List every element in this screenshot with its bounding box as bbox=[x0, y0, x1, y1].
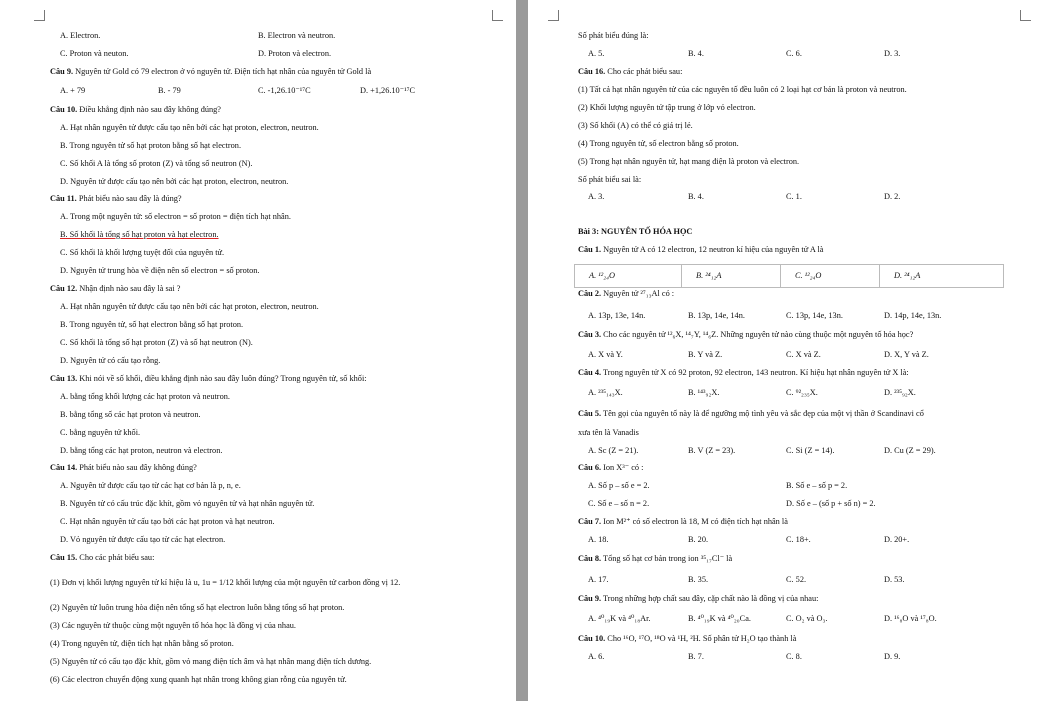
statement-text: B. Số khối là tổng số hạt proton và hạt electron. bbox=[60, 230, 219, 239]
question-number: Câu 16. bbox=[578, 67, 606, 76]
answer-option: D. 3. bbox=[884, 49, 901, 58]
statement-text: C. Số khối là khối lượng tuyệt đối của nguyên tử. bbox=[60, 248, 225, 257]
question-number: Câu 7. bbox=[578, 517, 602, 526]
page-corner-mark bbox=[1020, 10, 1031, 21]
answer-option: A. ²³⁵₁₄₃X. bbox=[588, 388, 623, 397]
question-number: Câu 8. bbox=[578, 554, 602, 563]
text-line bbox=[50, 194, 182, 204]
page-corner-mark bbox=[492, 10, 503, 21]
statement-text: A. Hạt nhân nguyên tử được cấu tạo nên bởi các hạt proton, electron, neutron. bbox=[60, 302, 319, 311]
text-line bbox=[50, 553, 154, 563]
answer-option: D. Cu (Z = 29). bbox=[884, 446, 936, 455]
statement-text: C. bằng nguyên tử khối. bbox=[60, 428, 141, 437]
statement-text: (6) Các electron chuyển động xung quanh hạt nhân trong không gian rỗng của nguyên tử. bbox=[50, 675, 347, 684]
question-number: Câu 15. bbox=[50, 553, 78, 562]
text-line bbox=[578, 85, 907, 95]
answer-option: B. Electron và neutron. bbox=[258, 31, 336, 40]
question-text: Nguyên tử A có 12 electron, 12 neutron kí hiệu của nguyên tử A là bbox=[603, 245, 824, 254]
answer-option: C. 1. bbox=[786, 192, 802, 201]
answer-option: C. 13p, 14e, 13n. bbox=[786, 311, 843, 320]
question-number: Câu 6. bbox=[578, 463, 602, 472]
answer-option: C. ⁹²₂₃₅X. bbox=[786, 388, 818, 397]
text-line bbox=[60, 446, 222, 456]
answer-option: A. X và Y. bbox=[588, 350, 623, 359]
page-corner-mark bbox=[548, 10, 559, 21]
answer-option: C. 6. bbox=[786, 49, 802, 58]
question-number: Bài 3: NGUYÊN TỐ HÓA HỌC bbox=[578, 227, 693, 236]
question-number: Câu 10. bbox=[578, 634, 606, 643]
text-line bbox=[578, 428, 639, 438]
statement-text: B. Nguyên tử có cấu trúc đặc khít, gồm vỏ nguyên tử và hạt nhân nguyên tử. bbox=[60, 499, 315, 508]
option-b-label: B. ²⁴₁₂A bbox=[696, 271, 722, 280]
text-line bbox=[60, 410, 201, 420]
text-line bbox=[50, 675, 347, 685]
text-line bbox=[60, 517, 275, 527]
answer-option: A. 6. bbox=[588, 652, 605, 661]
option-d-label: D. ²⁴₁₂A bbox=[894, 271, 921, 280]
question-number: Câu 13. bbox=[50, 374, 78, 383]
text-line bbox=[50, 657, 371, 667]
answer-option: D. +1,26.10⁻¹⁷C bbox=[360, 86, 416, 95]
statement-text: B. Trong nguyên tử, số hạt electron bằng số hạt proton. bbox=[60, 320, 244, 329]
answer-option: B. Số e – số p = 2. bbox=[786, 481, 848, 490]
statement-text: B. Trong nguyên tử số hạt proton bằng số hạt electron. bbox=[60, 141, 242, 150]
answer-option: B. - 79 bbox=[158, 86, 181, 95]
text-line bbox=[578, 139, 739, 149]
text-line bbox=[50, 374, 367, 384]
answer-option: A. Electron. bbox=[60, 31, 101, 40]
option-cell-b[interactable] bbox=[682, 265, 781, 287]
answer-option: B. 35. bbox=[688, 575, 709, 584]
answer-option: A. Sc (Z = 21). bbox=[588, 446, 639, 455]
question-number: Câu 2. bbox=[578, 289, 602, 298]
question-text: Cho các phát biểu sau: bbox=[79, 553, 155, 562]
text-line bbox=[60, 302, 319, 312]
text-line bbox=[578, 554, 732, 564]
answer-option: B. Y và Z. bbox=[688, 350, 723, 359]
statement-text: A. Trong một nguyên tử: số electron = số proton = điện tích hạt nhân. bbox=[60, 212, 291, 221]
question-text: Ion X³⁻ có : bbox=[603, 463, 644, 472]
statement-text: (5) Nguyên tử có cấu tạo đặc khít, gồm vỏ mang điện tích âm và hạt nhân mang điện tích dương. bbox=[50, 657, 372, 666]
question-text: Phát biểu nào sau đây không đúng? bbox=[79, 463, 197, 472]
text-line bbox=[60, 266, 260, 276]
text-line bbox=[578, 157, 799, 167]
answer-option: D. ¹⁶₈O và ¹⁷₈O. bbox=[884, 614, 937, 623]
question-number: Câu 12. bbox=[50, 284, 78, 293]
answer-option: D. 53. bbox=[884, 575, 905, 584]
question-number: Câu 5. bbox=[578, 409, 602, 418]
text-line bbox=[60, 141, 241, 151]
option-cell-d[interactable] bbox=[880, 265, 1002, 287]
answer-option: A. 18. bbox=[588, 535, 609, 544]
statement-text: (1) Đơn vị khối lượng nguyên tử kí hiệu là u, 1u = 1/12 khối lượng của một nguyên tử carbon đồng vị 12. bbox=[50, 578, 401, 587]
answer-option: A. + 79 bbox=[60, 86, 86, 95]
text-line bbox=[50, 105, 221, 115]
question-text: Trong nguyên tử X có 92 proton, 92 electron, 143 neutron. Kí hiệu hạt nhân nguyên tử X là: bbox=[603, 368, 909, 377]
answer-option: A. Số p – số e = 2. bbox=[588, 481, 650, 490]
statement-text: (3) Số khối (A) có thể có giá trị lẻ. bbox=[578, 121, 693, 130]
statement-text: D. Nguyên tử có cấu tạo rỗng. bbox=[60, 356, 161, 365]
answer-option: C. 8. bbox=[786, 652, 802, 661]
question-number: Câu 9. bbox=[50, 67, 74, 76]
statement-text: (4) Trong nguyên tử, điện tích hạt nhân bằng số proton. bbox=[50, 639, 234, 648]
statement-text: xưa tên là Vanadis bbox=[578, 428, 639, 437]
answer-option: B. 7. bbox=[688, 652, 704, 661]
text-line bbox=[578, 31, 649, 41]
question-number: Câu 10. bbox=[50, 105, 78, 114]
answer-option: A. 13p, 13e, 14n. bbox=[588, 311, 646, 320]
text-line bbox=[578, 289, 674, 299]
answer-option: D. Số e – (số p + số n) = 2. bbox=[786, 499, 876, 508]
text-line bbox=[50, 463, 197, 473]
answer-option: C. X và Z. bbox=[786, 350, 821, 359]
answer-option: B. 20. bbox=[688, 535, 709, 544]
text-line bbox=[50, 603, 344, 613]
answer-option: B. ⁴⁰₁₉K và ⁴⁰₂₀Ca. bbox=[688, 614, 751, 623]
question-number: Câu 9. bbox=[578, 594, 602, 603]
answer-option: B. 13p, 14e, 14n. bbox=[688, 311, 745, 320]
text-line bbox=[578, 121, 693, 131]
answer-option: B. ¹⁴³₉₂X. bbox=[688, 388, 720, 397]
text-line bbox=[60, 499, 314, 509]
answer-option: C. 52. bbox=[786, 575, 807, 584]
question-number: Câu 1. bbox=[578, 245, 602, 254]
answer-option: B. 4. bbox=[688, 49, 704, 58]
text-line bbox=[578, 409, 924, 419]
statement-text: C. Hạt nhân nguyên tử cấu tạo bởi các hạt proton và hạt neutron. bbox=[60, 517, 275, 526]
text-line bbox=[578, 175, 641, 185]
text-line bbox=[60, 535, 225, 545]
text-line bbox=[60, 338, 253, 348]
text-line bbox=[50, 284, 180, 294]
option-a-label: A. ¹²₂₄O bbox=[589, 271, 615, 280]
statement-text: A. Hạt nhân nguyên tử được cấu tạo nên bởi các hạt proton, electron, neutron. bbox=[60, 123, 319, 132]
text-line bbox=[578, 227, 692, 237]
text-line bbox=[50, 67, 371, 77]
question-text: Nguyên tử Gold có 79 electron ở vỏ nguyên tử. Điện tích hạt nhân của nguyên tử Gold là bbox=[75, 67, 372, 76]
text-line bbox=[60, 248, 224, 258]
answer-option: A. 17. bbox=[588, 575, 609, 584]
text-line bbox=[50, 639, 234, 649]
answer-option: C. Số e – số n = 2. bbox=[588, 499, 650, 508]
text-line bbox=[60, 212, 291, 222]
question-number: Câu 4. bbox=[578, 368, 602, 377]
text-line bbox=[578, 463, 643, 473]
answer-option: C. Si (Z = 14). bbox=[786, 446, 835, 455]
statement-text: B. bằng tổng số các hạt proton và neutron. bbox=[60, 410, 201, 419]
answer-option: C. Proton và neuton. bbox=[60, 49, 129, 58]
statement-text: D. bằng tổng các hạt proton, neutron và electron. bbox=[60, 446, 223, 455]
text-line bbox=[60, 320, 243, 330]
option-cell-c[interactable] bbox=[781, 265, 880, 287]
answer-option: A. 3. bbox=[588, 192, 605, 201]
question-text: Trong những hợp chất sau đây, cặp chất nào là đồng vị của nhau: bbox=[603, 594, 819, 603]
question-text: Cho các nguyên tử ¹²₆X, ¹⁴₇Y, ¹⁴₆Z. Những nguyên tử nào cùng thuộc một nguyên tố hóa học? bbox=[603, 330, 914, 339]
statement-text: (2) Khối lượng nguyên tử tập trung ở lớp vỏ electron. bbox=[578, 103, 756, 112]
text-line bbox=[578, 368, 909, 378]
document-page-right bbox=[528, 0, 1048, 701]
answer-option: B. 4. bbox=[688, 192, 704, 201]
statement-text: D. Vỏ nguyên tử được cấu tạo từ các hạt electron. bbox=[60, 535, 226, 544]
option-c-label: C. ¹²₂₄O bbox=[795, 271, 822, 280]
text-line bbox=[578, 517, 788, 527]
text-line bbox=[60, 123, 319, 133]
statement-text: A. Nguyên tử được cấu tạo từ các hạt cơ bản là p, n, e. bbox=[60, 481, 241, 490]
question-text: Ion M²⁺ có số electron là 18, M có điện tích hạt nhân là bbox=[603, 517, 788, 526]
page-corner-mark bbox=[34, 10, 45, 21]
statement-text: (2) Nguyên tử luôn trung hòa điện nên tổng số hạt electron luôn bằng tổng số hạt proton. bbox=[50, 603, 345, 612]
text-line bbox=[50, 578, 400, 588]
text-line bbox=[60, 392, 230, 402]
answer-option: D. 2. bbox=[884, 192, 901, 201]
text-line bbox=[60, 356, 160, 366]
question-text: Phát biểu nào sau đây là đúng? bbox=[78, 194, 182, 203]
document-page-left bbox=[0, 0, 516, 701]
answer-option: D. 9. bbox=[884, 652, 901, 661]
answer-option: D. ²³⁵₉₂X. bbox=[884, 388, 916, 397]
answer-options-table bbox=[574, 264, 1004, 288]
statement-text: C. Số khối A là tổng số proton (Z) và tổng số neutron (N). bbox=[60, 159, 253, 168]
question-text: Cho các phát biểu sau: bbox=[607, 67, 683, 76]
text-line bbox=[578, 67, 682, 77]
statement-text: D. Nguyên tử trung hòa về điện nên số electron = số proton. bbox=[60, 266, 260, 275]
question-text: Nhận định nào sau đây là sai ? bbox=[79, 284, 181, 293]
answer-option: D. Proton và electron. bbox=[258, 49, 332, 58]
question-number: Câu 11. bbox=[50, 194, 77, 203]
statement-text: Số phát biểu đúng là: bbox=[578, 31, 649, 40]
answer-option: B. V (Z = 23). bbox=[688, 446, 736, 455]
statement-text: (3) Các nguyên tử thuộc cùng một nguyên tố hóa học là đồng vị của nhau. bbox=[50, 621, 296, 630]
answer-option: A. ⁴⁰₁₉K và ⁴⁰₁₈Ar. bbox=[588, 614, 651, 623]
answer-option: D. X, Y và Z. bbox=[884, 350, 929, 359]
question-text: Cho ¹⁶O, ¹⁷O, ¹⁸O và ¹H, ²H. Số phân tử H₂O tạo thành là bbox=[607, 634, 797, 643]
answer-option: A. 5. bbox=[588, 49, 605, 58]
question-text: Khi nói về số khối, điều khẳng định nào sau đây luôn đúng? Trong nguyên tử, số khối: bbox=[79, 374, 367, 383]
text-line bbox=[60, 159, 252, 169]
text-line bbox=[50, 621, 296, 631]
text-line bbox=[60, 428, 140, 438]
text-line bbox=[60, 230, 219, 240]
question-text: Tổng số hạt cơ bản trong ion ³⁵₁₇Cl⁻ là bbox=[603, 554, 733, 563]
text-line bbox=[578, 634, 796, 644]
text-line bbox=[60, 481, 241, 491]
text-line bbox=[578, 103, 756, 113]
question-text: Nguyên tử ²⁷₁₃Al có : bbox=[603, 289, 675, 298]
answer-option: C. O₂ và O₃. bbox=[786, 614, 828, 623]
answer-option: C. 18+. bbox=[786, 535, 811, 544]
answer-option: D. 14p, 14e, 13n. bbox=[884, 311, 942, 320]
statement-text: A. bằng tổng khối lượng các hạt proton và neutron. bbox=[60, 392, 230, 401]
statement-text: C. Số khối là tổng số hạt proton (Z) và số hạt neutron (N). bbox=[60, 338, 253, 347]
answer-option: C. -1,26.10⁻¹⁷C bbox=[258, 86, 311, 95]
text-line bbox=[578, 594, 818, 604]
statement-text: D. Nguyên tử được cấu tạo nên bởi các hạt proton, electron, neutron. bbox=[60, 177, 289, 186]
statement-text: (5) Trong hạt nhân nguyên tử, hạt mang điện là proton và electron. bbox=[578, 157, 800, 166]
answer-option: D. 20+. bbox=[884, 535, 910, 544]
question-number: Câu 14. bbox=[50, 463, 78, 472]
text-line bbox=[578, 245, 823, 255]
statement-text: Số phát biểu sai là: bbox=[578, 175, 642, 184]
question-text: Tên gọi của nguyên tố này là để ngưỡng mộ tình yêu và sắc đẹp của một vị thần ở Scandinavi cổ bbox=[603, 409, 924, 418]
question-number: Câu 3. bbox=[578, 330, 602, 339]
question-text: Điều khẳng định nào sau đây không đúng? bbox=[79, 105, 221, 114]
option-cell-a[interactable] bbox=[575, 265, 682, 287]
text-line bbox=[578, 330, 913, 340]
text-line bbox=[60, 177, 288, 187]
statement-text: (1) Tất cả hạt nhân nguyên tử của các nguyên tố đều luôn có 2 loại hạt cơ bản là proton và neutron. bbox=[578, 85, 907, 94]
statement-text: (4) Trong nguyên tử, số electron bằng số proton. bbox=[578, 139, 739, 148]
